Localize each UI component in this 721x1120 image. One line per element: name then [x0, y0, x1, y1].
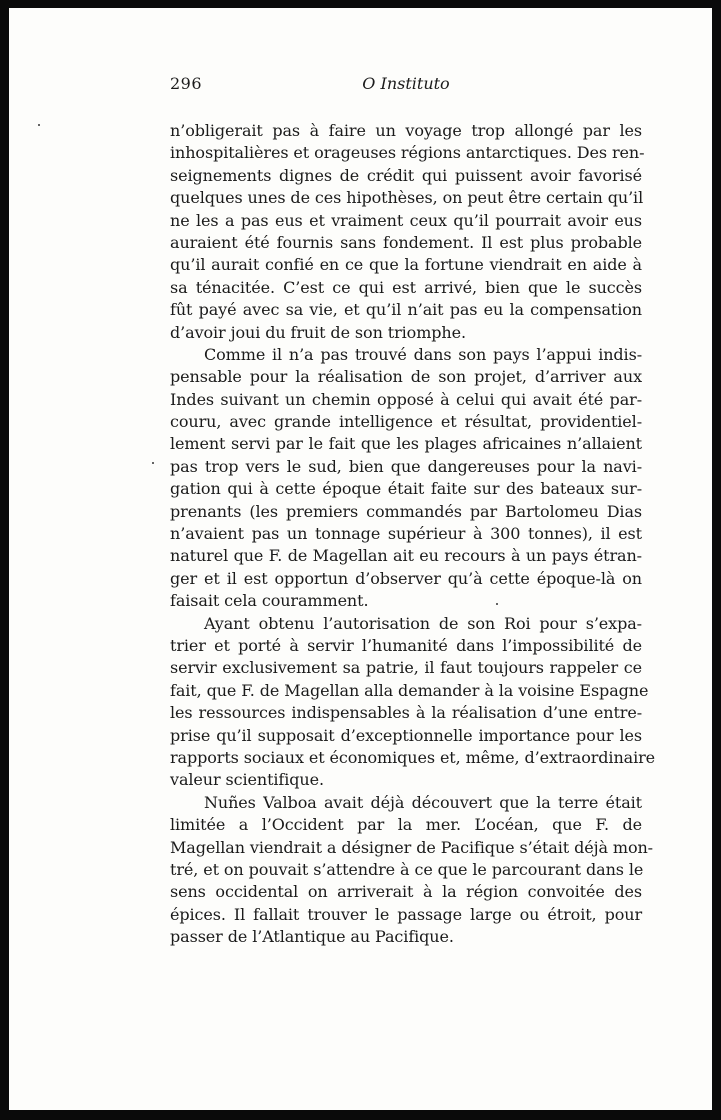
- text-line: naturel que F. de Magellan ait eu recours à un pays étran-: [170, 546, 642, 566]
- text-line: épices. Il fallait trouver le passage large ou étroit, pour: [170, 904, 642, 924]
- text-line: fait, que F. de Magellan alla demander à la voisine Espagne: [170, 680, 649, 700]
- text-line: les ressources indispensables à la réalisation d’une entre-: [170, 703, 642, 723]
- text-line: seignements dignes de crédit qui puissent avoir favorisé: [170, 165, 642, 185]
- text-line: Magellan viendrait a désigner de Pacifique s’était déjà mon-: [170, 837, 653, 857]
- text-line: quelques unes de ces hipothèses, on peut être certain qu’il: [170, 188, 644, 208]
- text-line: pensable pour la réalisation de son projet, d’arriver aux: [170, 367, 642, 387]
- margin-speck: [38, 124, 40, 126]
- text-line: prise qu’il supposait d’exceptionnelle importance pour les: [170, 725, 642, 745]
- text-line: n’obligerait pas à faire un voyage trop allongé par les: [170, 121, 642, 140]
- text-line: n’avaient pas un tonnage supérieur à 300 tonnes), il est: [170, 524, 642, 544]
- text-line: Comme il n’a pas trouvé dans son pays l’appui indis-: [204, 344, 642, 364]
- text-line: auraient été fournis sans fondement. Il est plus probable: [170, 232, 642, 252]
- text-line: fût payé avec sa vie, et qu’il n’ait pas eu la compensation: [170, 300, 642, 320]
- text-line: rapports sociaux et économiques et, même, d’extraordinaire: [170, 747, 656, 767]
- text-line: ne les a pas eus et vraiment ceux qu’il pourrait avoir eus: [170, 210, 642, 230]
- text-line: d’avoir joui du fruit de son triomphe.: [170, 322, 466, 342]
- text-line: couru, avec grande intelligence et résultat, providentiel-: [170, 412, 642, 432]
- text-line: inhospitalières et orageuses régions antarctiques. Des ren-: [170, 143, 645, 163]
- paragraph: [170, 792, 653, 949]
- paragraph: [170, 613, 656, 792]
- text-line: valeur scientifique.: [170, 770, 324, 790]
- text-line: Indes suivant un chemin opposé à celui qui avait été par-: [170, 389, 642, 409]
- text-line: faisait cela couramment.: [170, 591, 369, 611]
- text-line: limitée a l’Occident par la mer. L’océan, que F. de: [170, 815, 642, 835]
- text-line: prenants (les premiers commandés par Bartolomeu Dias: [170, 501, 642, 521]
- paragraph: [170, 344, 642, 613]
- text-line: trier et porté à servir l’humanité dans l’impossibilité de: [170, 635, 642, 655]
- margin-speck: [152, 462, 154, 464]
- text-line: lement servi par le fait que les plages africaines n’allaient: [170, 434, 642, 454]
- running-head: [170, 74, 642, 106]
- text-line: gation qui à cette époque était faite sur des bateaux sur-: [170, 479, 642, 499]
- text-line: ger et il est opportun d’observer qu’à cette époque-là on: [170, 568, 642, 588]
- text-line: tré, et on pouvait s’attendre à ce que le parcourant dans le: [170, 859, 644, 879]
- text-line: qu’il aurait confié en ce que la fortune viendrait en aide à: [170, 255, 642, 275]
- text-line: passer de l’Atlantique au Pacifique.: [170, 927, 454, 947]
- page-number: 296: [170, 74, 203, 93]
- body-text: [170, 120, 656, 948]
- text-line: Nuñes Valboa avait déjà découvert que la terre était: [204, 792, 642, 812]
- text-line: sens occidental on arriverait à la région convoitée des: [170, 882, 642, 902]
- running-title: O Instituto: [362, 74, 450, 93]
- text-line: Ayant obtenu l’autorisation de son Roi pour s’expa-: [204, 613, 642, 633]
- text-line: pas trop vers le sud, bien que dangereuses pour la navi-: [170, 456, 642, 476]
- text-line: servir exclusivement sa patrie, il faut toujours rappeler ce: [170, 658, 642, 678]
- text-line: sa ténacitée. C’est ce qui est arrivé, bien que le succès: [170, 277, 642, 297]
- book-page: [170, 74, 656, 948]
- paragraph: [170, 120, 645, 344]
